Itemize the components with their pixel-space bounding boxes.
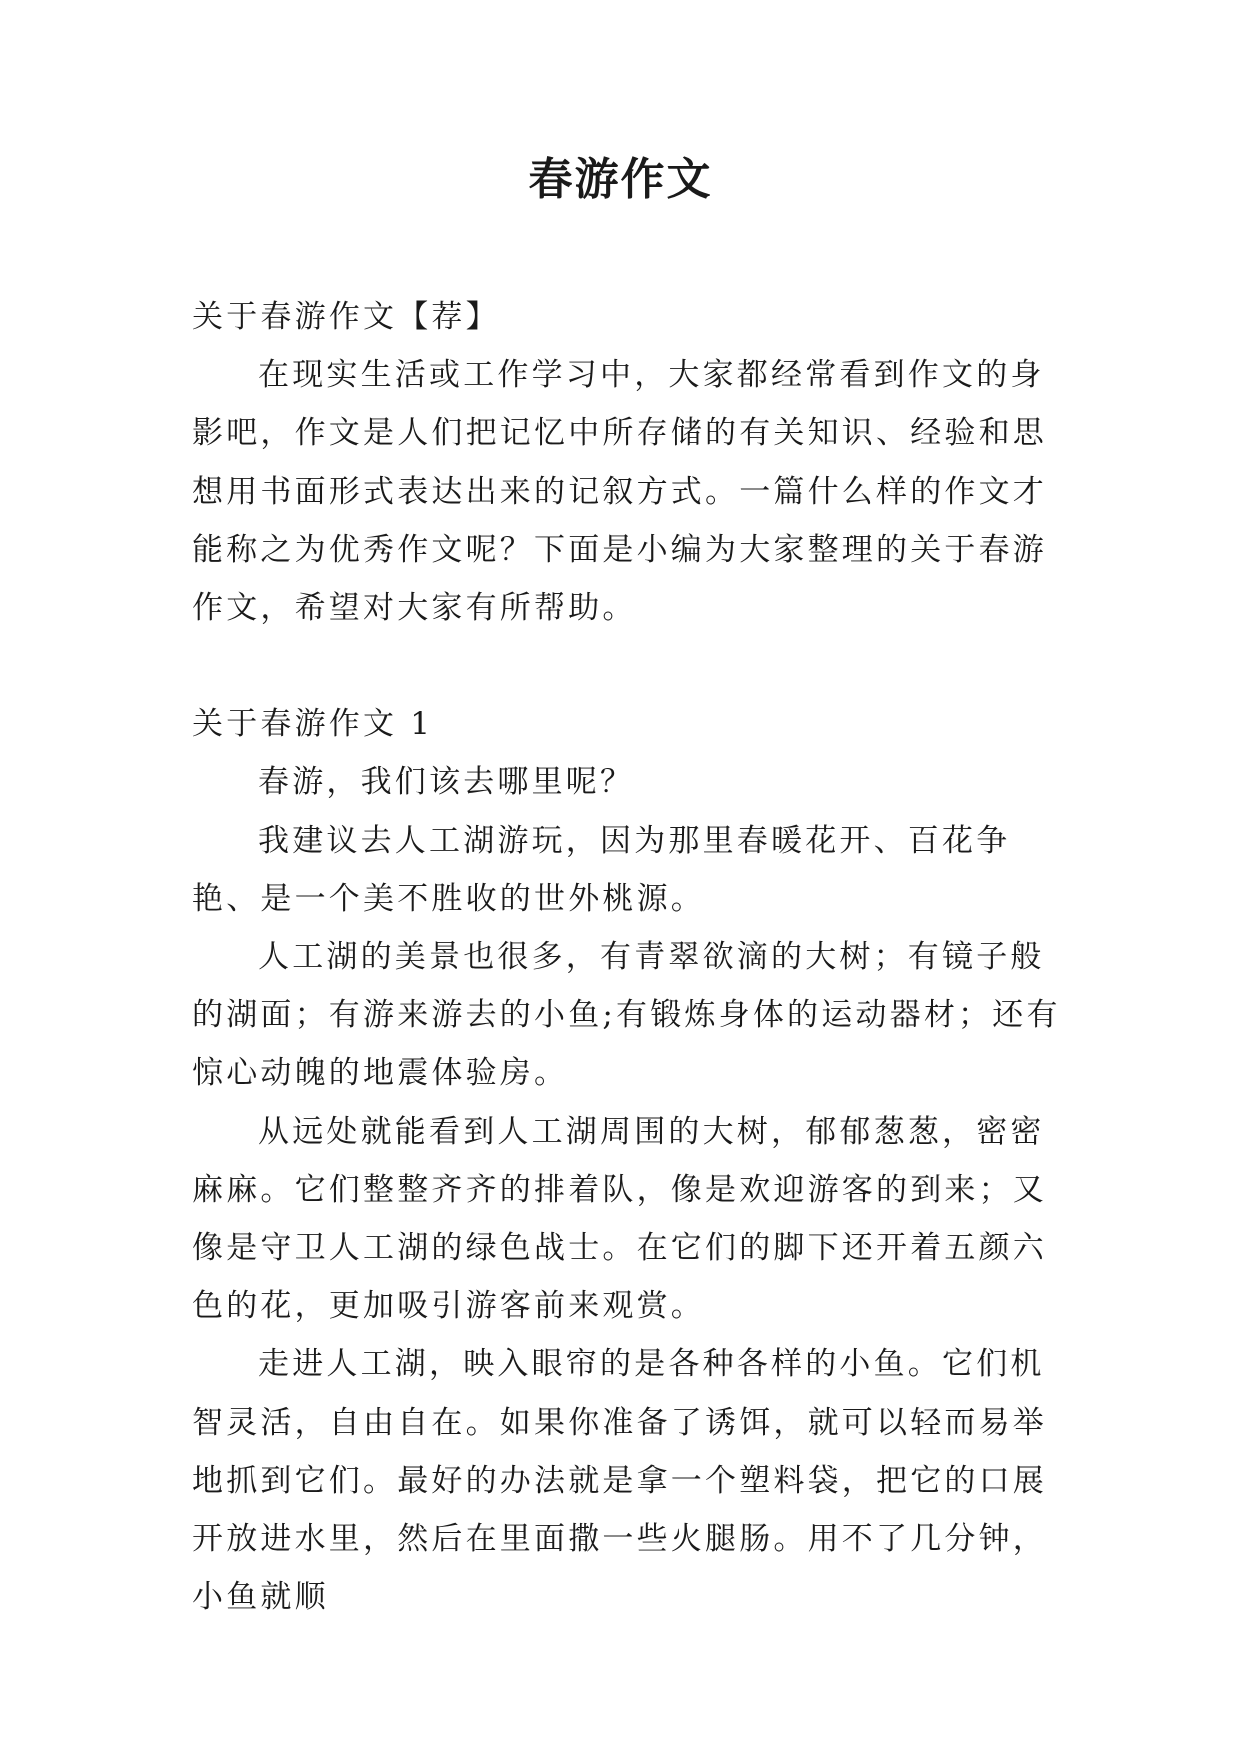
paragraph-trees: 从远处就能看到人工湖周围的大树，郁郁葱葱，密密麻麻。它们整整齐齐的排着队，像是欢迎游客的到来；又像是守卫人工湖的绿色战士。在它们的脚下还开着五颜六色的花，更加吸引游客前来观赏。 [192, 1113, 1047, 1325]
paragraph-suggestion: 我建议去人工湖游玩，因为那里春暖花开、百花争艳、是一个美不胜收的世外桃源。 [192, 822, 1011, 917]
section-heading: 关于春游作文 1 [192, 706, 434, 743]
intro-paragraph: 在现实生活或工作学习中，大家都经常看到作文的身影吧，作文是人们把记忆中所存储的有关知识、经验和思想用书面形式表达出来的记叙方式。一篇什么样的作文才能称之为优秀作文呢？下面是小编为大家整理的关于春游作文，希望对大家有所帮助。 [192, 357, 1047, 627]
paragraph-scenery: 人工湖的美景也很多，有青翠欲滴的大树；有镜子般的湖面；有游来游去的小鱼;有锻炼身体的运动器材；还有惊心动魄的地震体验房。 [192, 939, 1061, 1092]
intro-heading: 关于春游作文【荐】 [192, 299, 500, 335]
section-spacer [192, 637, 1062, 695]
document-title: 春游作文 [528, 154, 713, 205]
document-body [192, 288, 1062, 1626]
paragraph-question: 春游，我们该去哪里呢？ [258, 764, 635, 801]
paragraph-fish: 走进人工湖，映入眼帘的是各种各样的小鱼。它们机智灵活，自由自在。如果你准备了诱饵，就可以轻而易举地抓到它们。最好的办法就是拿一个塑料袋，把它的口展开放进水里，然后在里面撒一些火腿肠。用不了几分钟，小鱼就顺 [192, 1346, 1047, 1616]
